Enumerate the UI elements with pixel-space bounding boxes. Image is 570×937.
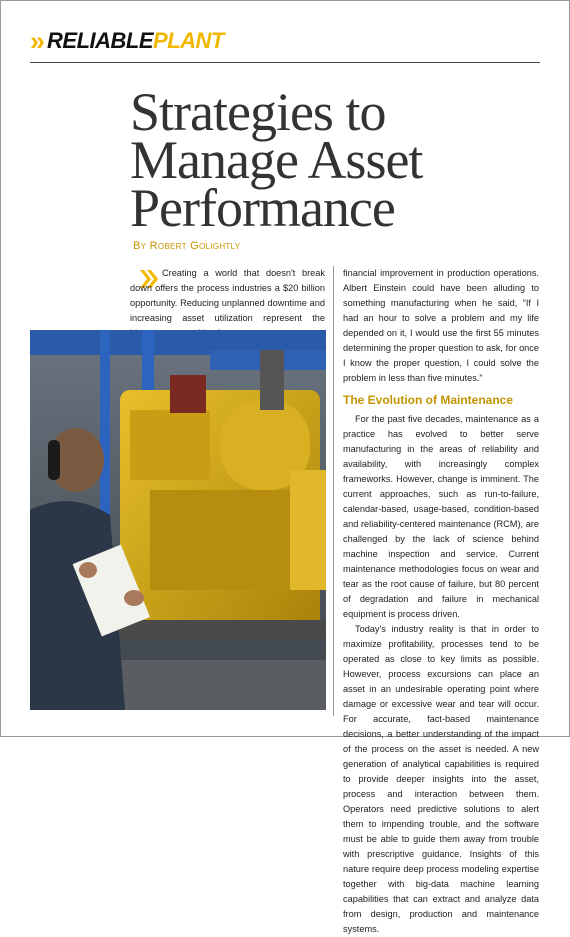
continued-paragraph: financial improvement in production operations. Albert Einstein could have been alluding to something manufacturing when he said, “If I had an hour to solve a problem and my life depended on it, I would use the first 55 minutes determining the proper question to ask, for once I know the proper question, I could solve the problem in less than five minutes.” <box>343 268 539 383</box>
logo-word-plant: PLANT <box>153 28 224 53</box>
double-chevron-icon: » <box>30 25 40 56</box>
logo-word-reliable: RELIABLE <box>47 28 154 53</box>
reliable-plant-logo[interactable] <box>30 25 224 56</box>
byline: By Robert Golightly <box>133 240 241 252</box>
section-heading: The Evolution of Maintenance <box>343 393 514 407</box>
logo-wordmark <box>47 30 224 52</box>
body-paragraph-1: For the past five decades, maintenance as a practice has evolved to better serve manufacturing in the areas of reliability and availability, with increasingly complex frameworks. However, change is imminent. The current approaches, such as run-to-failure, calendar-based, usage-based, condition-based and reliability-centered maintenance (RCM), are challenged by the lack of science behind machine inspection and service. Current maintenance methodologies focus on wear and tear as the root cause of failure, but 80 percent of degradation and failure in mechanical equipment is process driven. <box>343 414 539 619</box>
article-title: Strategies to Manage Asset Performance <box>130 82 423 238</box>
engine-photo <box>30 330 326 710</box>
column-right <box>343 266 539 937</box>
header-rule <box>30 62 540 63</box>
intro-paragraph: Creating a world that doesn't break down offers the process industries a $20 billion opportunity. Reducing unplanned downtime and increasing asset utilization represent the <box>130 268 325 323</box>
column-divider <box>333 266 334 716</box>
body-paragraph-2: Today's industry reality is that in order to maximize profitability, processes tend to be operated as close to key limits as possible. However, process excursions can place an asset in an undesirable operating point where damage or excessive wear and tear will occur. For accurate, fact-based maintenance decisions, a better understanding of the impact of the process on the asset is needed. A new generation of analytical capabilities is required to provide deeper insights into the asset, process and interaction between them. Operators need predictive solutions to alert them to impending trouble, and the software must be able to guide them away from trouble with prescriptive guidance. Insights of this nature require deep process modeling expertise together with big-data machine learning capabilities that can extract and analyze data from design, production and maintenance systems. <box>343 624 539 934</box>
